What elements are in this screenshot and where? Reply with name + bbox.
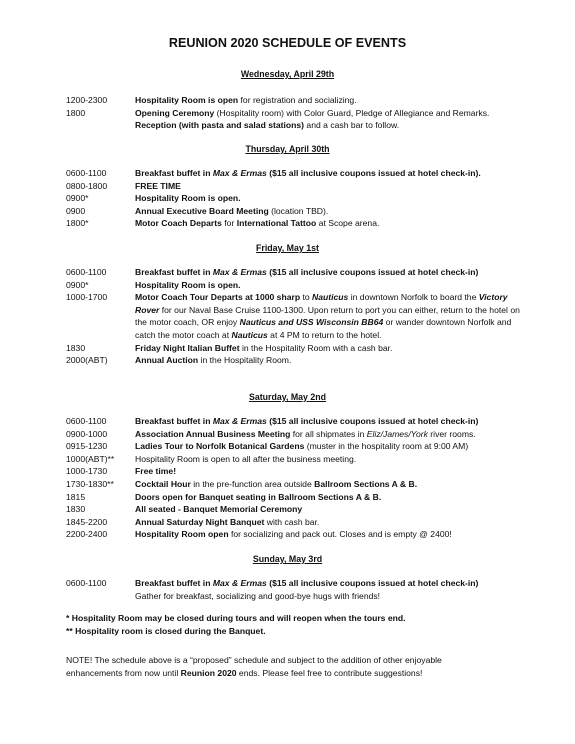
text-run: in the Hospitality Room with a cash bar. bbox=[239, 342, 393, 353]
page-title: REUNION 2020 SCHEDULE OF EVENTS bbox=[168, 36, 407, 50]
event-description bbox=[135, 180, 526, 193]
text-run: with cash bar. bbox=[264, 516, 320, 527]
text-run: ($15 all inclusive coupons issued at hotel check-in). bbox=[266, 168, 481, 178]
text-run: (muster in the hospitality room at 9:00 AM) bbox=[304, 441, 469, 452]
event-row bbox=[66, 167, 526, 180]
event-description bbox=[135, 516, 526, 529]
event-row bbox=[66, 217, 526, 230]
text-run: Hospitality Room is open bbox=[135, 95, 239, 105]
text-run: for bbox=[221, 218, 237, 229]
event-time: 1730-1830** bbox=[66, 478, 114, 489]
text-run: ($15 all inclusive coupons issued at hotel check-in) bbox=[266, 267, 479, 277]
event-description bbox=[135, 478, 526, 491]
event-description bbox=[135, 428, 526, 441]
day-section-thursday bbox=[66, 167, 526, 230]
text-run: Annual Auction bbox=[135, 355, 199, 366]
text-run: FREE TIME bbox=[135, 180, 181, 191]
text-run: for registration and socializing. bbox=[238, 95, 357, 105]
text-run: Breakfast buffet in bbox=[135, 578, 213, 588]
event-row bbox=[66, 577, 526, 602]
text-run: Ballroom Sections A & B. bbox=[314, 478, 418, 489]
text-run: Nauticus and USS Wisconsin BB64 bbox=[239, 317, 384, 328]
text-run: Hospitality Room open bbox=[135, 529, 229, 540]
day-heading-sunday: Sunday, May 3rd bbox=[252, 554, 323, 564]
event-time: 1000-1730 bbox=[66, 466, 108, 477]
text-run: at 4 PM to return to the hotel. bbox=[267, 329, 382, 340]
text-run: to bbox=[300, 292, 313, 303]
text-run: in the pre-function area outside bbox=[190, 478, 315, 489]
event-description bbox=[135, 342, 526, 355]
text-run: Hospitality Room is open. bbox=[135, 193, 241, 204]
text-run: Motor Coach Tour Departs at 1000 sharp bbox=[135, 292, 301, 303]
event-time: 1845-2200 bbox=[66, 516, 108, 527]
text-run: Reunion 2020 bbox=[180, 667, 237, 678]
footnotes bbox=[66, 612, 526, 637]
text-run: Eliz/James/York bbox=[366, 428, 428, 439]
text-run: for our Naval Base Cruise 1100-1300. Upon return to port you can either, return to the hotel on the motor coach, OR enjoy bbox=[135, 304, 520, 328]
text-run: Doors open for Banquet seating in Ballroom Sections A & B. bbox=[135, 491, 382, 502]
event-time: 1800* bbox=[66, 218, 89, 229]
event-description bbox=[135, 415, 526, 428]
event-row bbox=[66, 107, 526, 132]
event-description bbox=[135, 107, 526, 132]
event-time: 1200-2300 bbox=[66, 95, 108, 105]
event-row bbox=[66, 415, 526, 428]
event-description bbox=[135, 465, 526, 478]
event-description bbox=[135, 279, 526, 292]
event-time: 2200-2400 bbox=[66, 529, 108, 540]
event-time: 0900* bbox=[66, 279, 89, 290]
text-run: Friday Night Italian Buffet bbox=[135, 342, 240, 353]
text-run: Breakfast buffet in bbox=[135, 416, 213, 426]
event-time: 1000(ABT)** bbox=[66, 453, 115, 464]
day-section-saturday bbox=[66, 415, 526, 541]
event-description bbox=[135, 94, 526, 107]
text-run: Annual Saturday Night Banquet bbox=[135, 516, 265, 527]
event-row bbox=[66, 192, 526, 205]
event-time: 1000-1700 bbox=[66, 292, 108, 303]
event-row bbox=[66, 94, 526, 107]
text-run: Max & Ermas bbox=[212, 267, 267, 277]
event-description bbox=[135, 354, 526, 367]
text-run: and a cash bar to follow. bbox=[304, 120, 400, 131]
text-run: Cocktail Hour bbox=[135, 478, 191, 489]
event-row bbox=[66, 180, 526, 193]
event-time: 1815 bbox=[66, 491, 86, 502]
text-run: Hospitality Room is open. bbox=[135, 279, 241, 290]
text-run: ($15 all inclusive coupons issued at hotel check-in) bbox=[266, 578, 479, 588]
text-run: All seated - Banquet Memorial Ceremony bbox=[135, 504, 303, 515]
day-heading-wednesday: Wednesday, April 29th bbox=[240, 69, 335, 79]
event-time: 0800-1800 bbox=[66, 180, 108, 191]
day-section-sunday bbox=[66, 577, 526, 602]
text-run: Max & Ermas bbox=[212, 578, 267, 588]
text-run: Victory Rover bbox=[135, 292, 508, 315]
event-row bbox=[66, 342, 526, 355]
text-run: river rooms. bbox=[427, 428, 476, 439]
text-run: Max & Ermas bbox=[212, 416, 267, 426]
event-row bbox=[66, 266, 526, 279]
text-run: Reception (with pasta and salad stations) bbox=[135, 120, 305, 131]
event-row bbox=[66, 279, 526, 292]
event-row bbox=[66, 453, 526, 466]
event-description bbox=[135, 491, 526, 504]
text-run: Hospitality Room is open to all after the business meeting. bbox=[135, 453, 357, 464]
footnote-tours: * Hospitality Room may be closed during tours and will reopen when the tours end. bbox=[66, 613, 406, 623]
event-description bbox=[135, 453, 526, 466]
day-section-friday bbox=[66, 266, 526, 367]
event-row bbox=[66, 465, 526, 478]
event-row bbox=[66, 354, 526, 367]
text-run: Nauticus bbox=[312, 292, 349, 303]
event-row bbox=[66, 491, 526, 504]
event-row bbox=[66, 440, 526, 453]
event-time: 2000(ABT) bbox=[66, 355, 108, 366]
event-time: 0915-1230 bbox=[66, 441, 108, 452]
text-run: (location TBD). bbox=[268, 205, 329, 216]
event-row bbox=[66, 291, 526, 341]
text-run: for socializing and pack out. Closes and is empty @ 2400! bbox=[228, 529, 452, 540]
text-run: Association Annual Business Meeting bbox=[135, 428, 291, 439]
text-run: International Tattoo bbox=[236, 218, 317, 229]
event-description bbox=[135, 167, 526, 180]
event-time: 1830 bbox=[66, 504, 86, 515]
text-run: in the Hospitality Room. bbox=[198, 355, 292, 366]
text-run: Annual Executive Board Meeting bbox=[135, 205, 269, 216]
text-run: Breakfast buffet in bbox=[135, 267, 213, 277]
event-time: 0600-1100 bbox=[66, 267, 107, 277]
text-run: Nauticus bbox=[231, 329, 268, 340]
text-run: Motor Coach Departs bbox=[135, 218, 222, 229]
text-run: ends. Please feel free to contribute suggestions! bbox=[236, 667, 423, 678]
event-row bbox=[66, 516, 526, 529]
event-time: 0600-1100 bbox=[66, 578, 107, 588]
day-heading-friday: Friday, May 1st bbox=[256, 243, 319, 253]
event-description bbox=[135, 217, 526, 230]
text-run: at Scope arena. bbox=[316, 218, 380, 229]
footnote-banquet: ** Hospitality room is closed during the Banquet. bbox=[66, 625, 266, 636]
event-time: 0600-1100 bbox=[66, 168, 107, 178]
event-description bbox=[135, 503, 526, 516]
text-run: Breakfast buffet in bbox=[135, 168, 213, 178]
day-heading-saturday: Saturday, May 2nd bbox=[248, 392, 327, 402]
event-description bbox=[135, 266, 526, 279]
event-description bbox=[135, 528, 526, 541]
text-run: or wander downtown Norfolk and catch the motor coach at bbox=[135, 317, 512, 340]
text-run: (Hospitality room) with Color Guard, Pledge of Allegiance and Remarks. bbox=[214, 107, 490, 118]
event-time: 0900 bbox=[66, 205, 86, 216]
event-row bbox=[66, 428, 526, 441]
event-description bbox=[135, 577, 526, 602]
event-description bbox=[135, 192, 526, 205]
event-row bbox=[66, 528, 526, 541]
event-time: 0900-1000 bbox=[66, 428, 108, 439]
text-run: Free time! bbox=[135, 466, 177, 477]
day-heading-thursday: Thursday, April 30th bbox=[245, 144, 330, 154]
text-run: Ladies Tour to Norfolk Botanical Gardens bbox=[135, 441, 305, 452]
event-time: 1830 bbox=[66, 342, 86, 353]
text-run: NOTE! The schedule above is a “proposed” schedule and subject to the addition of other enjoyable enhancements from now until bbox=[66, 655, 442, 678]
text-run: for all shipmates in bbox=[290, 428, 367, 439]
text-run: Gather for breakfast, socializing and good-bye hugs with friends! bbox=[135, 590, 381, 601]
event-description bbox=[135, 440, 526, 453]
event-time: 0900* bbox=[66, 193, 89, 204]
event-row bbox=[66, 503, 526, 516]
text-run: Max & Ermas bbox=[212, 168, 267, 178]
event-row bbox=[66, 478, 526, 491]
event-row bbox=[66, 205, 526, 218]
event-description bbox=[135, 291, 526, 341]
day-section-wednesday bbox=[66, 94, 526, 132]
text-run: in downtown Norfolk to board the bbox=[348, 292, 479, 303]
final-note bbox=[66, 654, 486, 679]
event-time: 0600-1100 bbox=[66, 416, 107, 426]
event-time: 1800 bbox=[66, 107, 86, 118]
event-description bbox=[135, 205, 526, 218]
text-run: Opening Ceremony bbox=[135, 107, 215, 118]
text-run: ($15 all inclusive coupons issued at hotel check-in) bbox=[266, 416, 479, 426]
